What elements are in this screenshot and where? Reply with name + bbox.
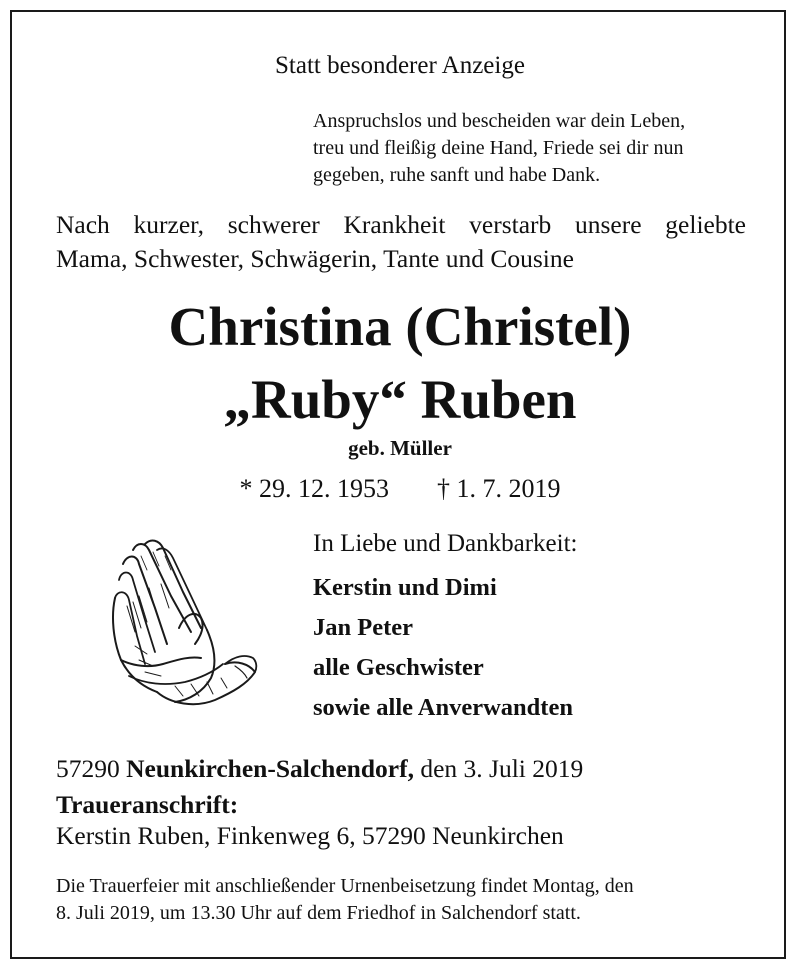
place-date-line xyxy=(56,754,583,784)
deceased-name-first: Christina (Christel) xyxy=(168,296,632,357)
mourner-name: sowie alle Anverwandten xyxy=(313,694,573,721)
mourner-name: alle Geschwister xyxy=(313,654,484,681)
place-date: den 3. Juli 2019 xyxy=(420,754,584,783)
place-name: Neunkirchen-Salchendorf, xyxy=(126,754,414,783)
mourner-name: Jan Peter xyxy=(313,614,413,641)
mourning-address: Kerstin Ruben, Finkenweg 6, 57290 Neunkirchen xyxy=(56,821,564,850)
intro-line: Nach kurzer, schwerer Krankheit verstarb unsere geliebte xyxy=(56,210,746,239)
funeral-line: 8. Juli 2019, um 13.30 Uhr auf dem Friedhof in Salchendorf statt. xyxy=(56,902,581,924)
funeral-line: Die Trauerfeier mit anschließender Urnenbeisetzung findet Montag, den xyxy=(56,875,634,897)
intro-line: Mama, Schwester, Schwägerin, Tante und Cousine xyxy=(56,244,574,273)
intro-text xyxy=(56,208,746,276)
notice-header: Statt besonderer Anzeige xyxy=(275,52,525,79)
death-date: † 1. 7. 2019 xyxy=(437,474,561,503)
place-zip: 57290 xyxy=(56,754,120,783)
praying-hands-icon xyxy=(105,536,260,712)
love-line: In Liebe und Dankbarkeit: xyxy=(313,530,578,557)
poem-line: treu und fleißig deine Hand, Friede sei dir nun xyxy=(313,137,684,159)
poem-verse xyxy=(313,108,685,189)
deceased-name-last: „Ruby“ Ruben xyxy=(223,369,577,430)
birth-date: * 29. 12. 1953 xyxy=(239,474,389,503)
life-dates xyxy=(0,474,800,504)
address-label: Traueranschrift: xyxy=(56,790,239,819)
poem-line: Anspruchslos und bescheiden war dein Leben, xyxy=(313,110,686,132)
poem-line: gegeben, ruhe sanft und habe Dank. xyxy=(313,164,601,186)
funeral-info xyxy=(56,873,634,927)
maiden-name: geb. Müller xyxy=(348,436,452,460)
mourner-name: Kerstin und Dimi xyxy=(313,574,497,601)
